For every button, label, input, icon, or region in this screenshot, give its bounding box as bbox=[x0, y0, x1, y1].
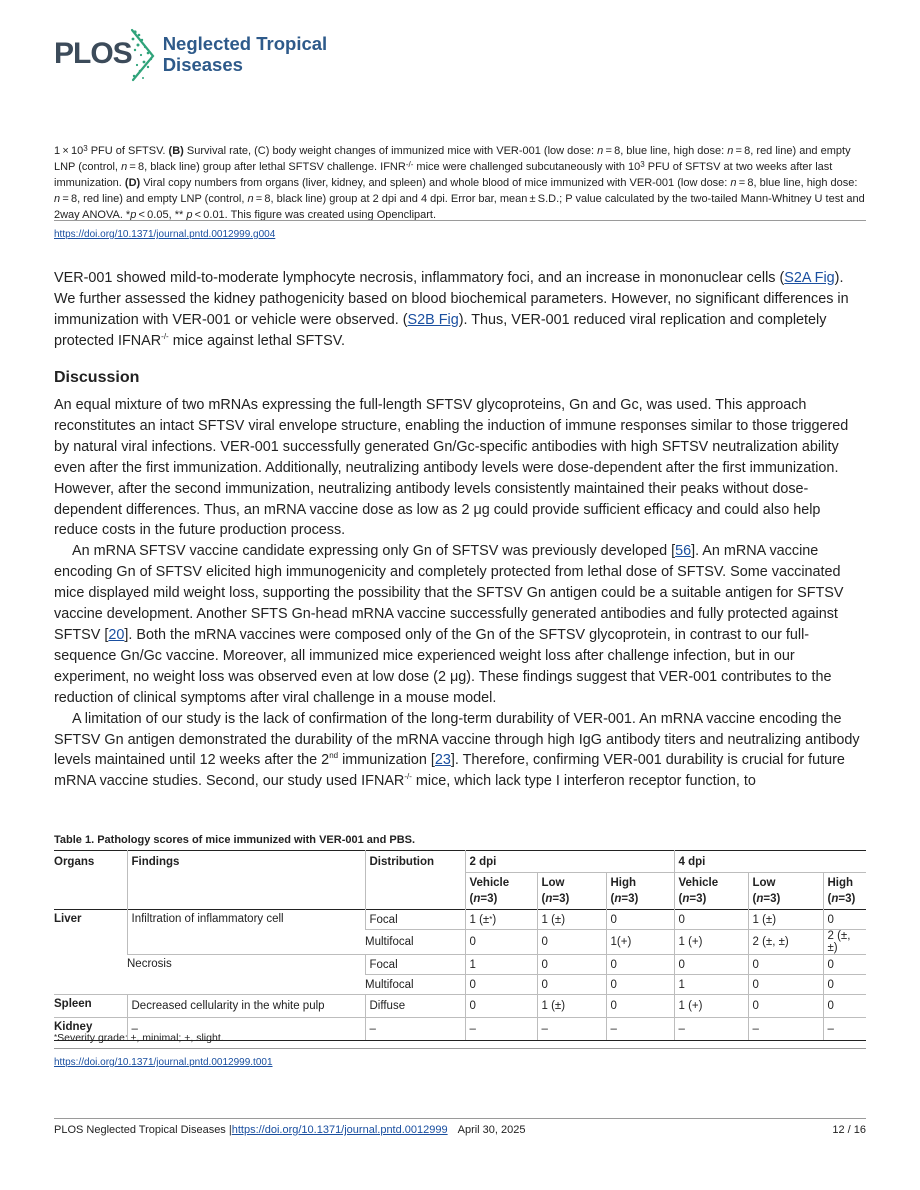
ref-20-link[interactable]: 20 bbox=[108, 626, 125, 643]
results-paragraph: VER-001 showed mild-to-moderate lymphocyte necrosis, inflammatory foci, and an increase in mononuclear cells (S2A Fig). We further assessed the kidney pathogenicity based on blood biochemical parameters. However, no significant differences in immunization with VER-001 or vehicle were observed. (S2B Fig). Thus, VER-001 reduced viral replication and completely protected IFNAR-/- mice against lethal SFTSV. bbox=[54, 270, 849, 349]
table-row: Liver Infiltration of inflammatory cell Focal 1 (±*) 1 (±) 0 0 1 (±) 0 bbox=[54, 910, 866, 930]
discussion-body bbox=[54, 395, 866, 792]
s2a-fig-link[interactable]: S2A Fig bbox=[784, 270, 835, 286]
journal-logo bbox=[54, 26, 327, 82]
table-row: Multifocal 0 0 1(+) 1 (+) 2 (±, ±) 2 (±, ±) bbox=[54, 930, 866, 955]
plos-burst-icon bbox=[129, 26, 159, 82]
journal-name-line2: Diseases bbox=[162, 54, 243, 75]
footer-journal: PLOS Neglected Tropical Diseases | bbox=[54, 1124, 232, 1136]
figure-doi-link[interactable]: https://doi.org/10.1371/journal.pntd.0012999.g004 bbox=[54, 229, 276, 240]
table-doi-link[interactable]: https://doi.org/10.1371/journal.pntd.0012999.t001 bbox=[54, 1057, 273, 1068]
finding-decreased-cellularity: Decreased cellularity in the white pulp bbox=[127, 995, 365, 1018]
journal-name-line1: Neglected Tropical bbox=[162, 33, 328, 54]
pathology-table bbox=[54, 850, 866, 1041]
table-title: Table 1. Pathology scores of mice immunized with VER-001 and PBS. bbox=[54, 834, 416, 846]
discussion-paragraph-2: An mRNA SFTSV vaccine candidate expressing only Gn of SFTSV was previously developed [56]. An mRNA vaccine encoding Gn of SFTSV elicited high immunogenicity and completely protected from lethal dose of SFTSV. Some vaccinated mice displayed mild weight loss, supporting the possibility that the SFTSV Gn antigen could be a suitable antigen for SFTSV vaccine development. Another SFTS Gn-head mRNA vaccine successfully generated antibodies and fully protected against SFTSV [20]. Both the mRNA vaccines were composed only of the Gn of the SFTSV glycoprotein, in contrast to our full-sequence Gn/Gc vaccine. Moreover, all immunized mice experienced weight loss after challenge infection, but in our experiment, no weight loss was observed even at low dose (2 μg). These findings suggest that VER-001 contributes to the reduction of clinical symptoms after viral challenge in a mouse model. bbox=[54, 543, 844, 706]
table-footnote-divider bbox=[54, 1048, 866, 1049]
subheader-high-2dpi: High (n=3) bbox=[606, 873, 674, 910]
caption-divider bbox=[54, 220, 866, 221]
organ-kidney: Kidney bbox=[54, 1018, 127, 1041]
footer-doi-link[interactable]: https://doi.org/10.1371/journal.pntd.0012999 bbox=[231, 1124, 448, 1136]
subheader-high-4dpi: High (n=3) bbox=[823, 873, 866, 910]
table-row: Necrosis Focal 1 0 0 0 0 0 bbox=[54, 955, 866, 975]
finding-infiltration: Infiltration of inflammatory cell bbox=[127, 910, 365, 955]
footer-divider bbox=[54, 1118, 866, 1119]
header-findings: Findings bbox=[127, 851, 365, 873]
table-footnote: *Severity grade: ±, minimal; +, slight. bbox=[54, 1032, 224, 1044]
discussion-paragraph-3: A limitation of our study is the lack of confirmation of the long-term durability of VER-001. An mRNA vaccine encoding the SFTSV Gn antigen demonstrated the durability of the mRNA vaccine through high IgG antibody titers and neutralizing antibody levels maintained until 12 weeks after the 2nd immunization [23]. Therefore, confirming VER-001 durability is crucial for future mRNA vaccine studies. Second, our study used IFNAR-/- mice, which lack type I interferon receptor function, to bbox=[54, 710, 860, 790]
page-number: 12 / 16 bbox=[832, 1124, 866, 1136]
table-row: Kidney – – – – – – – – bbox=[54, 1018, 866, 1041]
footer-date: April 30, 2025 bbox=[457, 1124, 526, 1136]
caption-label-b: (B) bbox=[168, 145, 184, 157]
organ-spleen: Spleen bbox=[54, 995, 127, 1018]
header-distribution: Distribution bbox=[365, 851, 465, 873]
organ-liver: Liver bbox=[54, 913, 82, 925]
page-footer bbox=[54, 1124, 866, 1136]
journal-name bbox=[163, 33, 328, 75]
discussion-heading: Discussion bbox=[54, 369, 140, 386]
header-organs: Organs bbox=[54, 855, 95, 868]
finding-necrosis: Necrosis bbox=[127, 955, 365, 995]
header-4dpi: 4 dpi bbox=[674, 851, 866, 873]
subheader-low-4dpi: Low (n=3) bbox=[748, 873, 823, 910]
ref-23-link[interactable]: 23 bbox=[434, 752, 451, 769]
subheader-vehicle-4dpi: Vehicle (n=3) bbox=[674, 873, 748, 910]
table-row: Spleen Decreased cellularity in the white pulp Diffuse 0 1 (±) 0 1 (+) 0 0 bbox=[54, 995, 866, 1018]
subheader-low-2dpi: Low (n=3) bbox=[537, 873, 606, 910]
subheader-vehicle-2dpi: Vehicle (n=3) bbox=[465, 873, 537, 910]
figure-caption: $1 \times 10^3$ PFU of SFTSV. (B) Survival rate, (C) body weight changes of immunized mice with VER-001 (low dose: n = 8, blue line, high dose: n = 8, red line) and empty LNP (control, n = 8, black line) group after lethal SFTSV challenge. IFNR-/- mice were challenged subcutaneously with $10^3$ PFU of SFTSV at two weeks after last immunization. (D) Viral copy numbers from organs (liver, kidney, and spleen) and whole blood of mice immunized with VER-001 (low dose: n = 8, blue line, high dose: n = 8, red line) and empty LNP (control, n = 8, black line) group at 2 dpi and 4 dpi. Error bar, mean ± S.D.; P value calculated by the two-tailed Mann-Whitney U test and 2way ANOVA. *p < 0.05, ** p < 0.01. This figure was created using Openclipart. bbox=[54, 144, 865, 222]
header-2dpi: 2 dpi bbox=[465, 851, 674, 873]
ref-56-link[interactable]: 56 bbox=[675, 543, 692, 560]
caption-label-d: (D) bbox=[124, 177, 141, 190]
table-row: Multifocal 0 0 0 1 0 0 bbox=[54, 975, 866, 995]
s2b-fig-link[interactable]: S2B Fig bbox=[407, 311, 459, 328]
discussion-paragraph-1: An equal mixture of two mRNAs expressing the full-length SFTSV glycoproteins, Gn and Gc, was used. This approach reconstitutes an intact SFTSV viral envelope structure, enabling the induction of immune responses similar to those triggered by natural viral infections. VER-001 successfully generated Gn/Gc-specific antibodies with high SFTSV neutralization ability even after the first immunization. Additionally, neutralizing antibody levels were dose-dependent after the first immunization. However, after the second immunization, neutralizing antibody levels consistently maintained their peaks without dose-dependent differences. Thus, an mRNA vaccine dose as low as 2 μg could provide sufficient efficacy and could also help reduce costs in the future production process. bbox=[54, 397, 849, 539]
plos-wordmark: PLOS bbox=[54, 37, 132, 70]
